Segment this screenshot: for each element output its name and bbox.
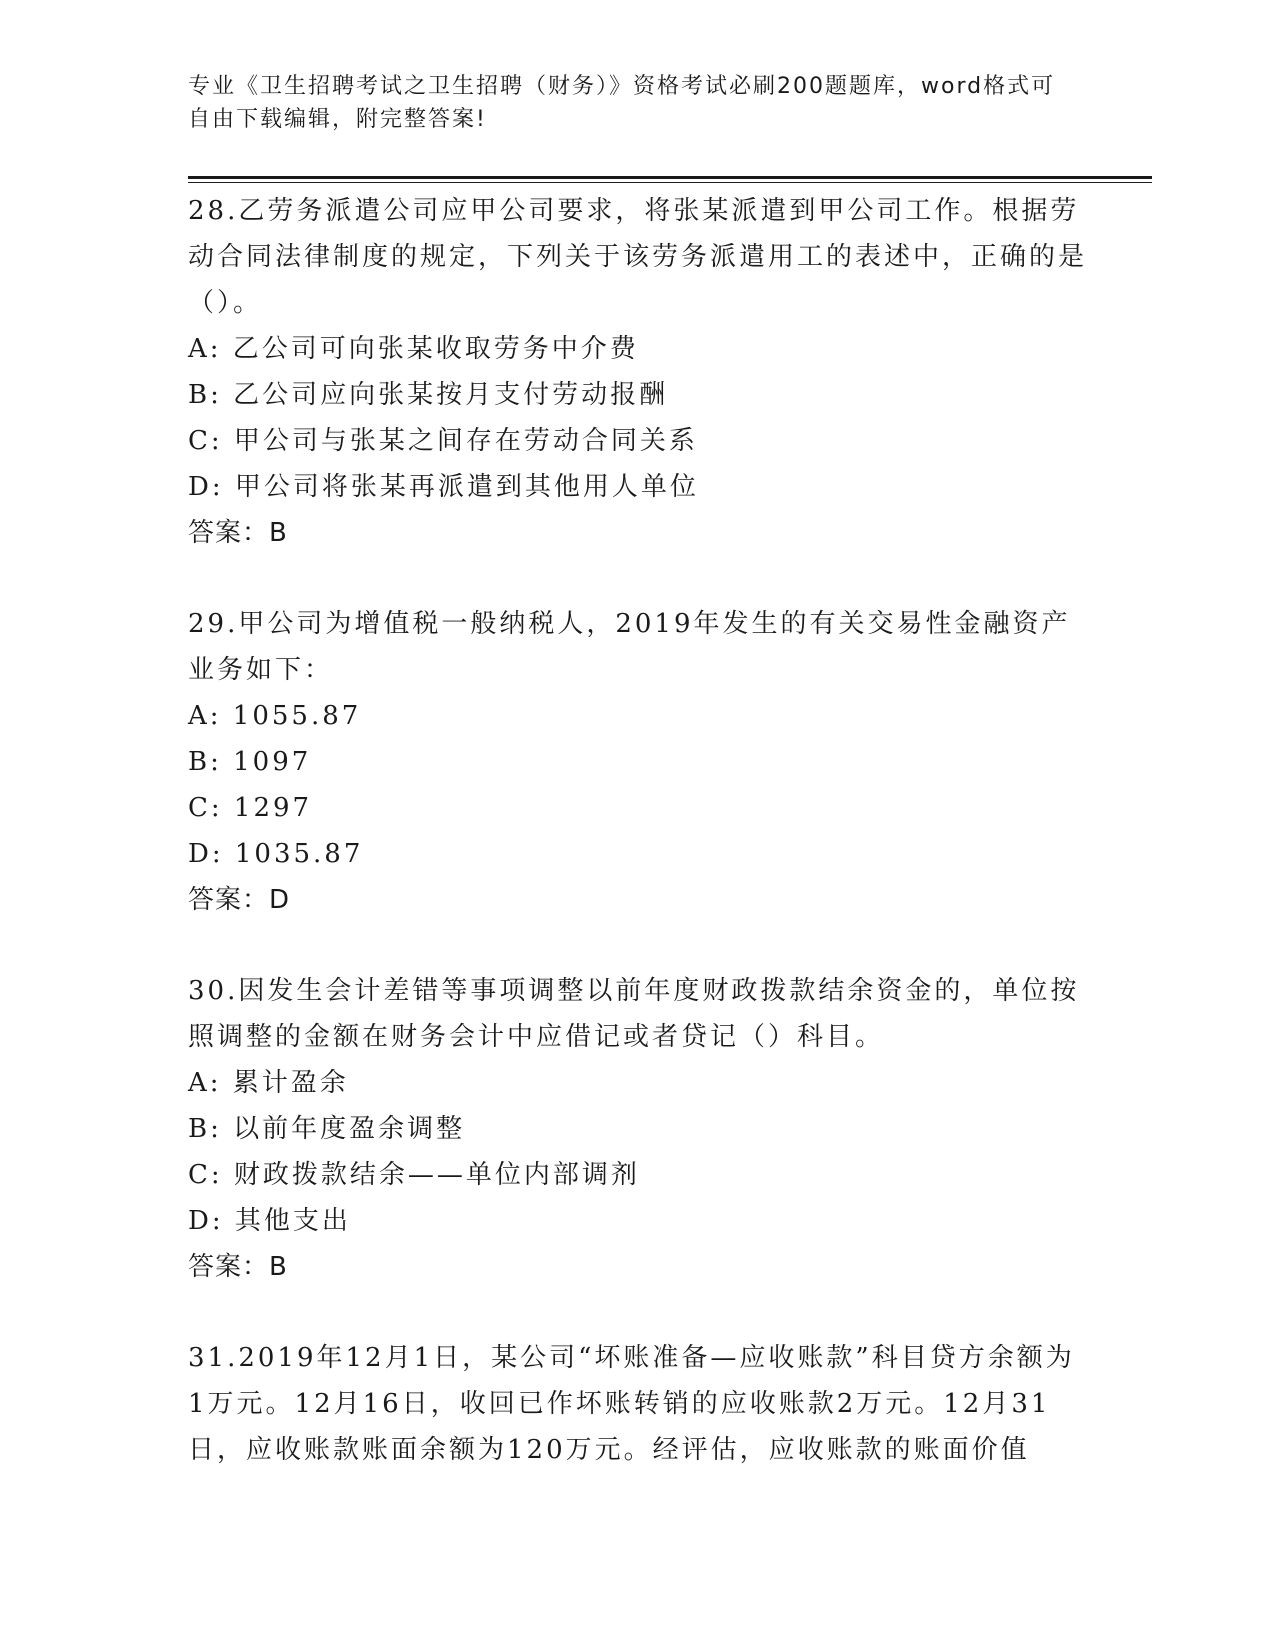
- question-28: [188, 188, 1088, 556]
- option-a: A: 累计盈余: [188, 1068, 349, 1098]
- option-c: C: 1297: [188, 793, 313, 823]
- question-31: [188, 1335, 1088, 1473]
- answer-line: 答案：B: [188, 518, 288, 548]
- question-stem: 29.甲公司为增值税一般纳税人，2019年发生的有关交易性金融资产业务如下：: [188, 609, 1071, 685]
- option-b: B: 乙公司应向张某按月支付劳动报酬: [188, 380, 669, 410]
- header-divider-thin: [188, 182, 1152, 183]
- option-d: D: 甲公司将张某再派遣到其他用人单位: [188, 472, 699, 502]
- option-b: B: 1097: [188, 747, 312, 777]
- question-stem: 28.乙劳务派遣公司应甲公司要求，将张某派遣到甲公司工作。根据劳动合同法律制度的规定，下列关于该劳务派遣用工的表述中，正确的是（）。: [188, 196, 1088, 318]
- question-29: [188, 601, 1088, 923]
- header-divider-thick: [188, 176, 1152, 179]
- option-c: C: 财政拨款结余——单位内部调剂: [188, 1160, 640, 1190]
- answer-line: 答案：D: [188, 885, 291, 915]
- option-d: D: 其他支出: [188, 1206, 351, 1236]
- question-stem: 30.因发生会计差错等事项调整以前年度财政拨款结余资金的，单位按照调整的金额在财务会计中应借记或者贷记（）科目。: [188, 976, 1080, 1052]
- question-list: [188, 188, 1088, 1518]
- option-d: D: 1035.87: [188, 839, 364, 869]
- option-a: A: 1055.87: [188, 701, 362, 731]
- option-b: B: 以前年度盈余调整: [188, 1114, 466, 1144]
- question-30: [188, 968, 1088, 1290]
- option-a: A: 乙公司可向张某收取劳务中介费: [188, 334, 639, 364]
- question-stem: 31.2019年12月1日，某公司“坏账准备—应收账款”科目贷方余额为1万元。12月16日，收回已作坏账转销的应收账款2万元。12月31日，应收账款账面余额为120万元。经评估，应收账款的账面价值: [188, 1343, 1075, 1465]
- answer-line: 答案：B: [188, 1252, 288, 1282]
- option-c: C: 甲公司与张某之间存在劳动合同关系: [188, 426, 698, 456]
- document-header: 专业《卫生招聘考试之卫生招聘（财务）》资格考试必刷200题题库，word格式可自由下载编辑，附完整答案!: [188, 74, 1056, 132]
